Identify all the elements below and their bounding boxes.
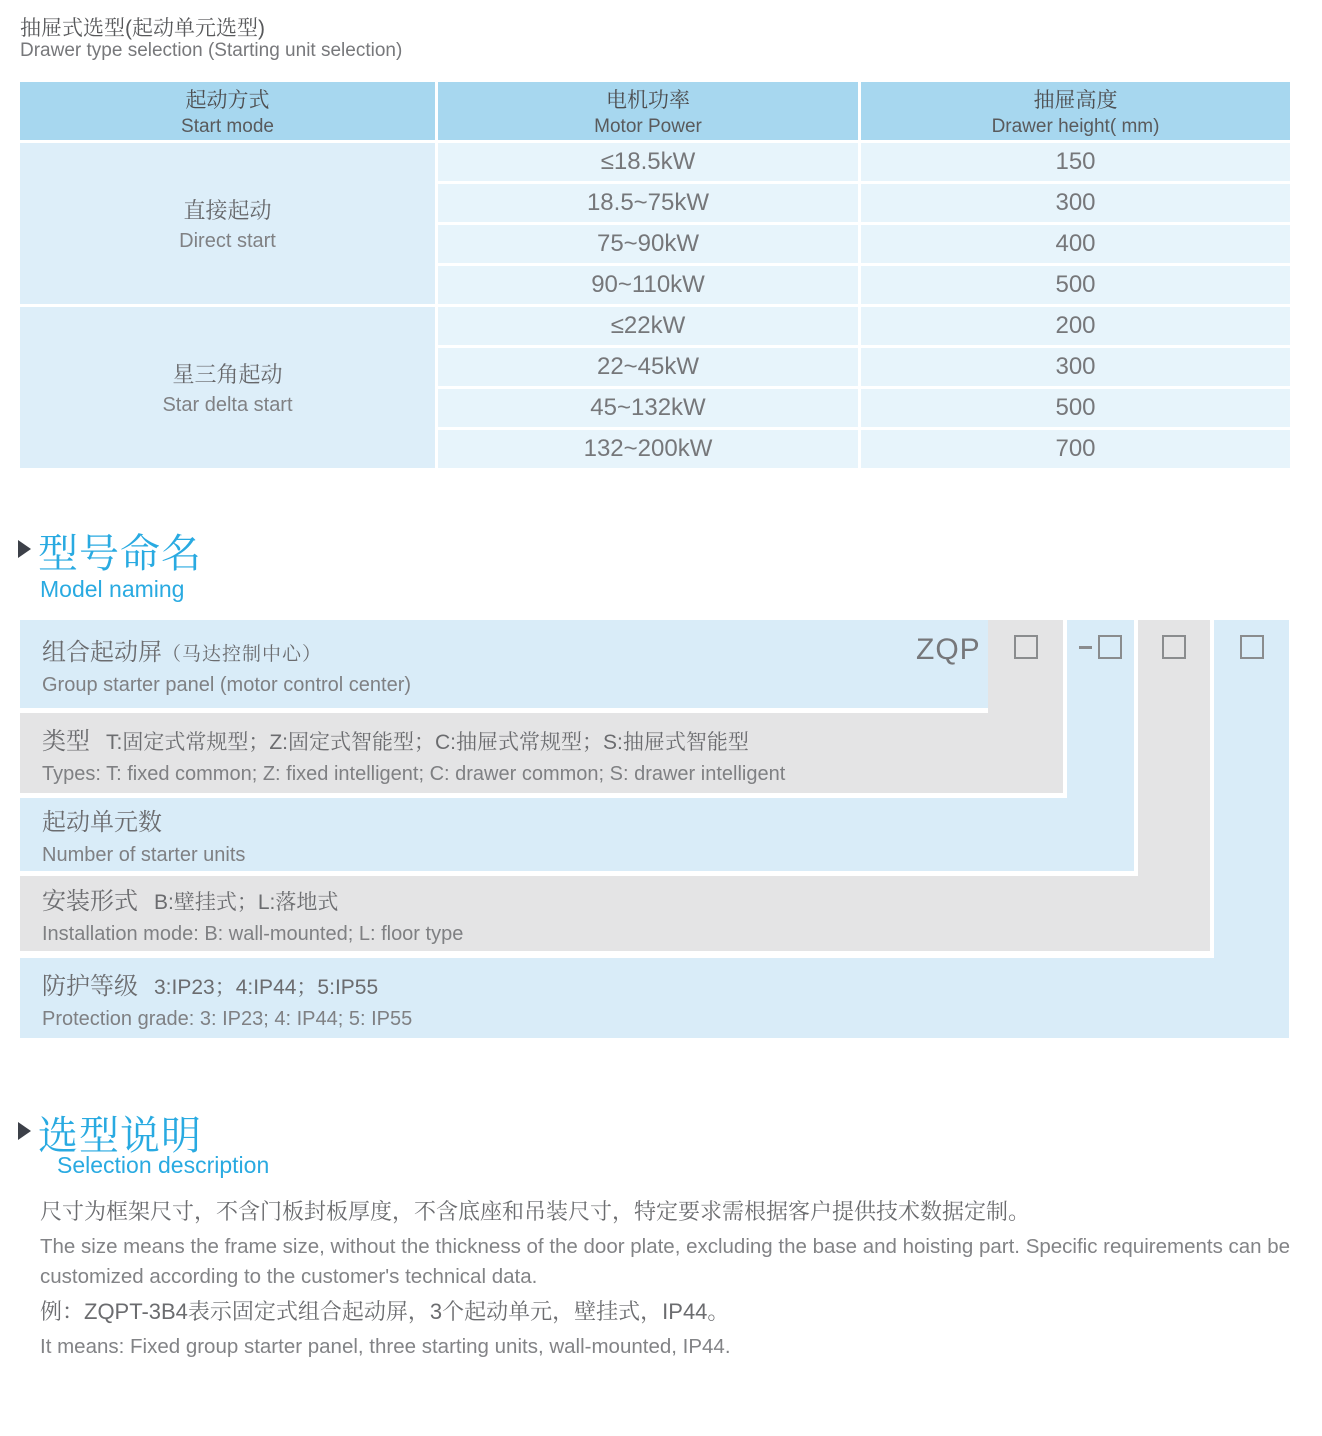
start-mode-en: Star delta start [162, 394, 293, 416]
naming-paren-cn: （马达控制中心） [162, 643, 323, 665]
note-example-cn: 例：ZQPT-3B4表示固定式组合起动屏，3个起动单元，壁挂式，IP44。 [40, 1299, 730, 1324]
table-cell-power: ≤18.5kW [438, 143, 858, 181]
code-box-icon [1162, 635, 1186, 659]
dash-icon [1079, 646, 1092, 649]
header-label-en: Start mode [181, 116, 274, 137]
table-cell-power: 45~132kW [438, 389, 858, 427]
naming-detail-cn: B:壁挂式；L:落地式 [154, 891, 339, 914]
table-cell-height: 500 [861, 389, 1290, 427]
table-cell-power: 75~90kW [438, 225, 858, 263]
model-naming-heading-en: Model naming [40, 576, 185, 602]
header-label-cn: 电机功率 [606, 89, 690, 112]
naming-detail-cn: T:固定式常规型；Z:固定式智能型；C:抽屉式常规型；S:抽屉式智能型 [106, 730, 749, 754]
selection-notes-block [40, 1196, 1296, 1366]
code-placeholder [1162, 635, 1186, 659]
naming-row-en: Protection grade: 3: IP23; 4: IP44; 5: IP55 [42, 1007, 413, 1030]
naming-row-cn [42, 966, 1289, 1001]
table-cell-height: 300 [861, 348, 1290, 386]
table-header-drawer-height [861, 82, 1290, 140]
naming-label-cn: 类型 [42, 727, 90, 755]
code-box-icon [1240, 635, 1264, 659]
start-mode-cell-star-delta [20, 307, 435, 468]
table-cell-power: 22~45kW [438, 348, 858, 386]
naming-row-cn [42, 632, 988, 667]
start-mode-cn: 星三角起动 [172, 362, 283, 387]
table-cell-power: 90~110kW [438, 266, 858, 304]
naming-row-cn [42, 881, 1210, 916]
naming-row-en: Installation mode: B: wall-mounted; L: floor type [42, 923, 464, 945]
header-label-cn: 抽屉高度 [1033, 89, 1118, 112]
naming-row-type [20, 713, 1063, 793]
naming-label-cn: 安装形式 [42, 888, 138, 915]
naming-row-cn [42, 802, 1134, 837]
naming-row-base [20, 620, 988, 708]
table-cell-height: 500 [861, 266, 1290, 304]
code-box-icon [1014, 635, 1038, 659]
note-paragraph-cn: 尺寸为框架尺寸，不含门板封板厚度，不含底座和吊装尺寸，特定要求需根据客户提供技术数据定制。 [40, 1199, 1031, 1224]
table-cell-height: 400 [861, 225, 1290, 263]
page-title-en: Drawer type selection (Starting unit selection) [20, 40, 403, 61]
naming-row-cn [42, 721, 1063, 756]
start-mode-cn: 直接起动 [183, 198, 272, 223]
naming-label-cn: 起动单元数 [42, 809, 162, 836]
model-code-prefix: ZQP [916, 633, 981, 666]
table-cell-height: 150 [861, 143, 1290, 181]
section-arrow-icon [18, 540, 31, 558]
table-cell-power: 18.5~75kW [438, 184, 858, 222]
naming-row-en: Types: T: fixed common; Z: fixed intelligent; C: drawer common; S: drawer intelligent [42, 762, 786, 785]
table-cell-height: 200 [861, 307, 1290, 345]
naming-row-en: Group starter panel (motor control center) [42, 673, 412, 696]
naming-row-units [20, 798, 1134, 871]
selection-desc-heading-cn: 选型说明 [38, 1114, 202, 1158]
naming-label-cn: 组合起动屏 [42, 638, 162, 666]
naming-row-installation [20, 876, 1210, 951]
naming-label-cn: 防护等级 [42, 972, 138, 1000]
note-example-en: It means: Fixed group starter panel, three starting units, wall-mounted, IP44. [40, 1335, 731, 1358]
header-label-cn: 起动方式 [185, 89, 270, 112]
code-box-icon [1098, 635, 1122, 659]
model-naming-heading-cn: 型号命名 [38, 532, 202, 576]
table-header-motor-power [438, 82, 858, 140]
header-label-en: Drawer height( mm) [991, 116, 1160, 137]
naming-row-protection [20, 958, 1289, 1038]
note-paragraph-en: The size means the frame size, without the thickness of the door plate, excluding the base and hoisting part. Specific requirements can be customized according to the customer's technical data. [40, 1235, 1291, 1288]
section-arrow-icon [18, 1122, 31, 1140]
table-cell-height: 300 [861, 184, 1290, 222]
page-title-cn: 抽屉式选型(起动单元选型) [20, 17, 265, 40]
code-placeholder [1079, 635, 1122, 659]
start-mode-en: Direct start [179, 230, 276, 252]
code-placeholder [1014, 635, 1038, 659]
table-cell-power: 132~200kW [438, 430, 858, 468]
naming-detail-cn: 3:IP23；4:IP44；5:IP55 [154, 975, 379, 999]
naming-row-en: Number of starter units [42, 844, 246, 866]
start-mode-cell-direct [20, 143, 435, 304]
code-placeholder [1240, 635, 1264, 659]
table-header-start-mode [20, 82, 435, 140]
selection-desc-heading-en: Selection description [57, 1152, 270, 1178]
table-cell-height: 700 [861, 430, 1290, 468]
header-label-en: Motor Power [594, 116, 702, 137]
table-cell-power: ≤22kW [438, 307, 858, 345]
